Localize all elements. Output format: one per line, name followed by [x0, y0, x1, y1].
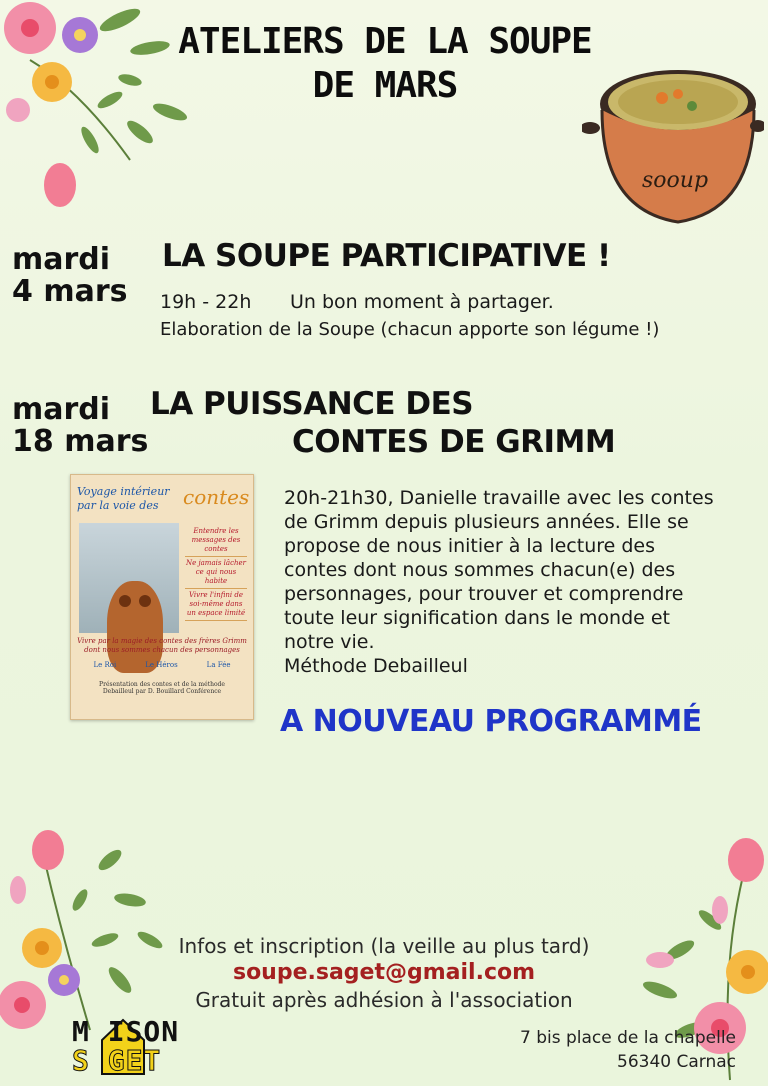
- event1-time: 19h - 22h: [160, 291, 252, 313]
- page-title: [130, 20, 640, 108]
- event2-body-line: 20h-21h30, Danielle travaille avec les contes: [284, 487, 714, 509]
- reprogrammed-notice: A NOUVEAU PROGRAMMÉ: [280, 704, 702, 739]
- book-side-item: Vivre l'infini de soi-même dans un espace limité: [185, 589, 247, 621]
- event2-body-line: de Grimm depuis plusieurs années. Elle se: [284, 511, 689, 533]
- event1-date: [12, 244, 127, 308]
- event1-day-date: 4 mars: [12, 274, 128, 309]
- event1-heading: LA SOUPE PARTICIPATIVE !: [162, 238, 611, 274]
- book-role: La Fée: [206, 661, 231, 669]
- maison-saget-logo: [72, 1015, 294, 1077]
- event2-day-date: 18 mars: [12, 424, 149, 459]
- event2-body-line: notre vie.: [284, 631, 375, 653]
- book-title: Voyage intérieur par la voie des: [77, 485, 170, 512]
- event2-method: Méthode Debailleul: [284, 655, 468, 677]
- book-roles: [79, 661, 245, 669]
- event2-heading-line-2: CONTES DE GRIMM: [292, 424, 616, 460]
- book-role: Le Roi: [93, 661, 117, 669]
- owl-icon: [107, 581, 163, 673]
- event2-body-line: contes dont nous sommes chacun(e) des: [284, 559, 676, 581]
- owl-photo: [79, 523, 179, 633]
- book-side-list: [185, 525, 247, 621]
- event1-description: Elaboration de la Soupe (chacun apporte son légume !): [160, 319, 660, 340]
- pot-label: sooup: [642, 168, 709, 193]
- address: [440, 1026, 736, 1074]
- event2-date: [12, 394, 148, 458]
- event2-body-line: propose de nous initier à la lecture des: [284, 535, 656, 557]
- event2-body-line: personnages, pour trouver et comprendre: [284, 583, 684, 605]
- footer-info: Infos et inscription (la veille au plus tard): [178, 934, 590, 958]
- book-tagline: Vivre par la magie des contes des frères Grimm dont nous sommes chacun des personnages: [77, 637, 247, 654]
- event1-day: mardi: [12, 242, 111, 277]
- book-side-item: Ne jamais lâcher ce qui nous habite: [185, 557, 247, 589]
- event2-heading-line-1: LA PUISSANCE DES: [150, 386, 474, 422]
- logo-top-text: M ISON: [72, 1015, 180, 1048]
- book-cover-image: [70, 474, 254, 720]
- book-role: Le Héros: [145, 661, 178, 669]
- book-presentation: Présentation des contes et de la méthode Debailleul par D. Bouillard Conférence: [99, 681, 225, 695]
- address-line-2: 56340 Carnac: [617, 1052, 736, 1072]
- address-line-1: 7 bis place de la chapelle: [519, 1028, 736, 1048]
- event2-description: [284, 486, 754, 678]
- title-line-1: ATELIERS DE LA SOUPE: [178, 21, 592, 62]
- footer-membership: Gratuit après adhésion à l'association: [195, 988, 573, 1012]
- event2-day: mardi: [12, 392, 111, 427]
- event1-tagline: Un bon moment à partager.: [290, 291, 554, 313]
- event2-body-line: toute leur signification dans le monde et: [284, 607, 671, 629]
- book-title-word: contes: [183, 485, 250, 509]
- logo-bottom-text: S GET: [72, 1044, 162, 1077]
- title-line-2: DE MARS: [312, 65, 458, 106]
- book-side-item: Entendre les messages des contes: [185, 525, 247, 557]
- contact-email[interactable]: soupe.saget@gmail.com: [232, 960, 536, 985]
